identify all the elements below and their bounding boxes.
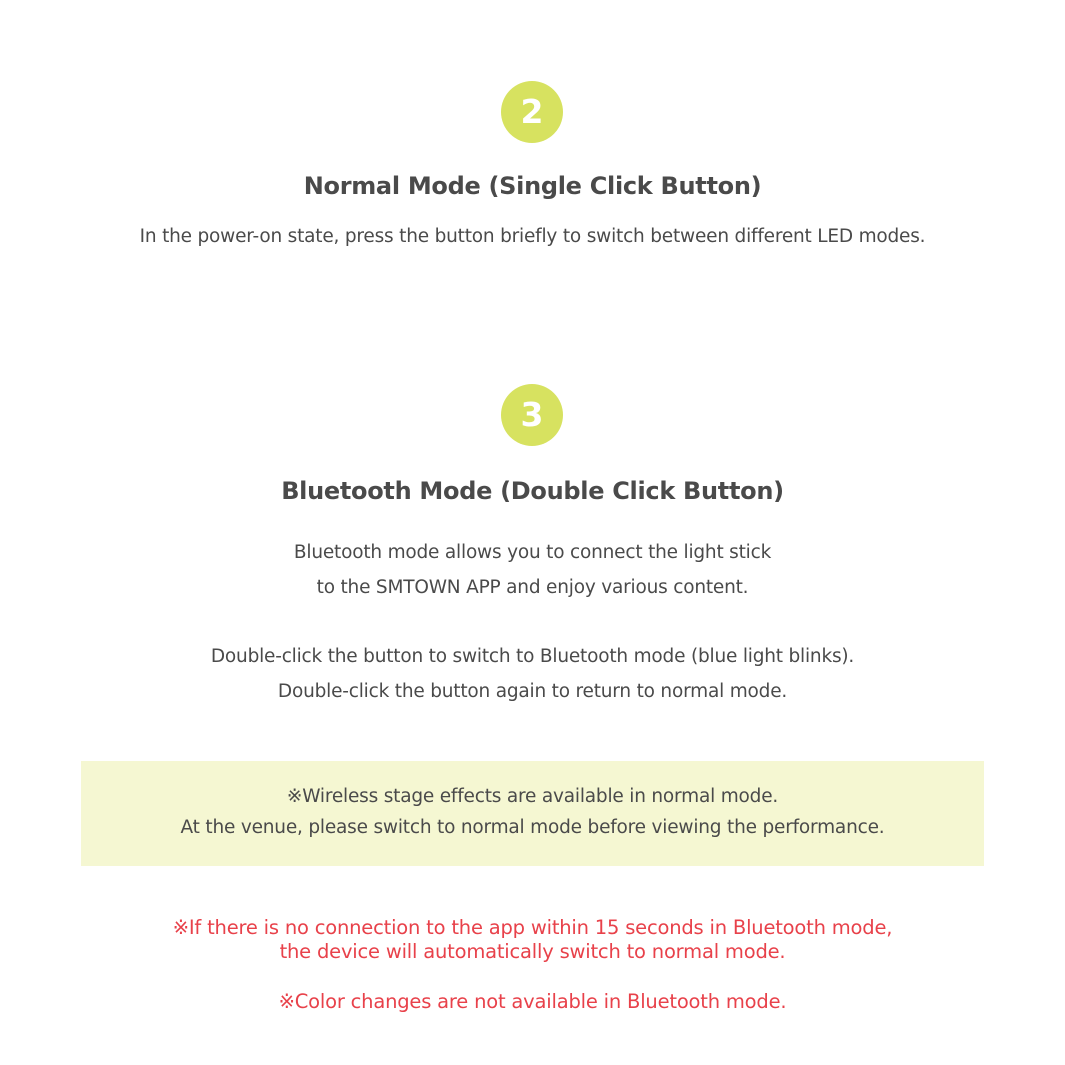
notice-line: ※Wireless stage effects are available in normal mode. (286, 786, 779, 807)
bluetooth-instruction-line: Double-click the button again to return to normal mode. (277, 681, 788, 702)
color-warning: ※Color changes are not available in Bluetooth mode. (278, 990, 787, 1013)
notice-box (81, 761, 984, 866)
bluetooth-mode-heading: Bluetooth Mode (Double Click Button) (281, 477, 784, 505)
step-number-badge: 2 (501, 81, 563, 143)
bluetooth-description-line: Bluetooth mode allows you to connect the light stick (293, 542, 772, 563)
timeout-warning-line: ※If there is no connection to the app within 15 seconds in Bluetooth mode, (172, 916, 893, 939)
normal-mode-heading: Normal Mode (Single Click Button) (303, 172, 762, 200)
timeout-warning-line: the device will automatically switch to normal mode. (279, 940, 786, 963)
notice-line: At the venue, please switch to normal mode before viewing the performance. (180, 817, 885, 838)
bluetooth-description-line: to the SMTOWN APP and enjoy various content. (316, 577, 749, 598)
normal-mode-description: In the power-on state, press the button briefly to switch between different LED modes. (139, 226, 926, 247)
step-number-badge: 3 (501, 384, 563, 446)
bluetooth-instruction-line: Double-click the button to switch to Bluetooth mode (blue light blinks). (210, 646, 855, 667)
